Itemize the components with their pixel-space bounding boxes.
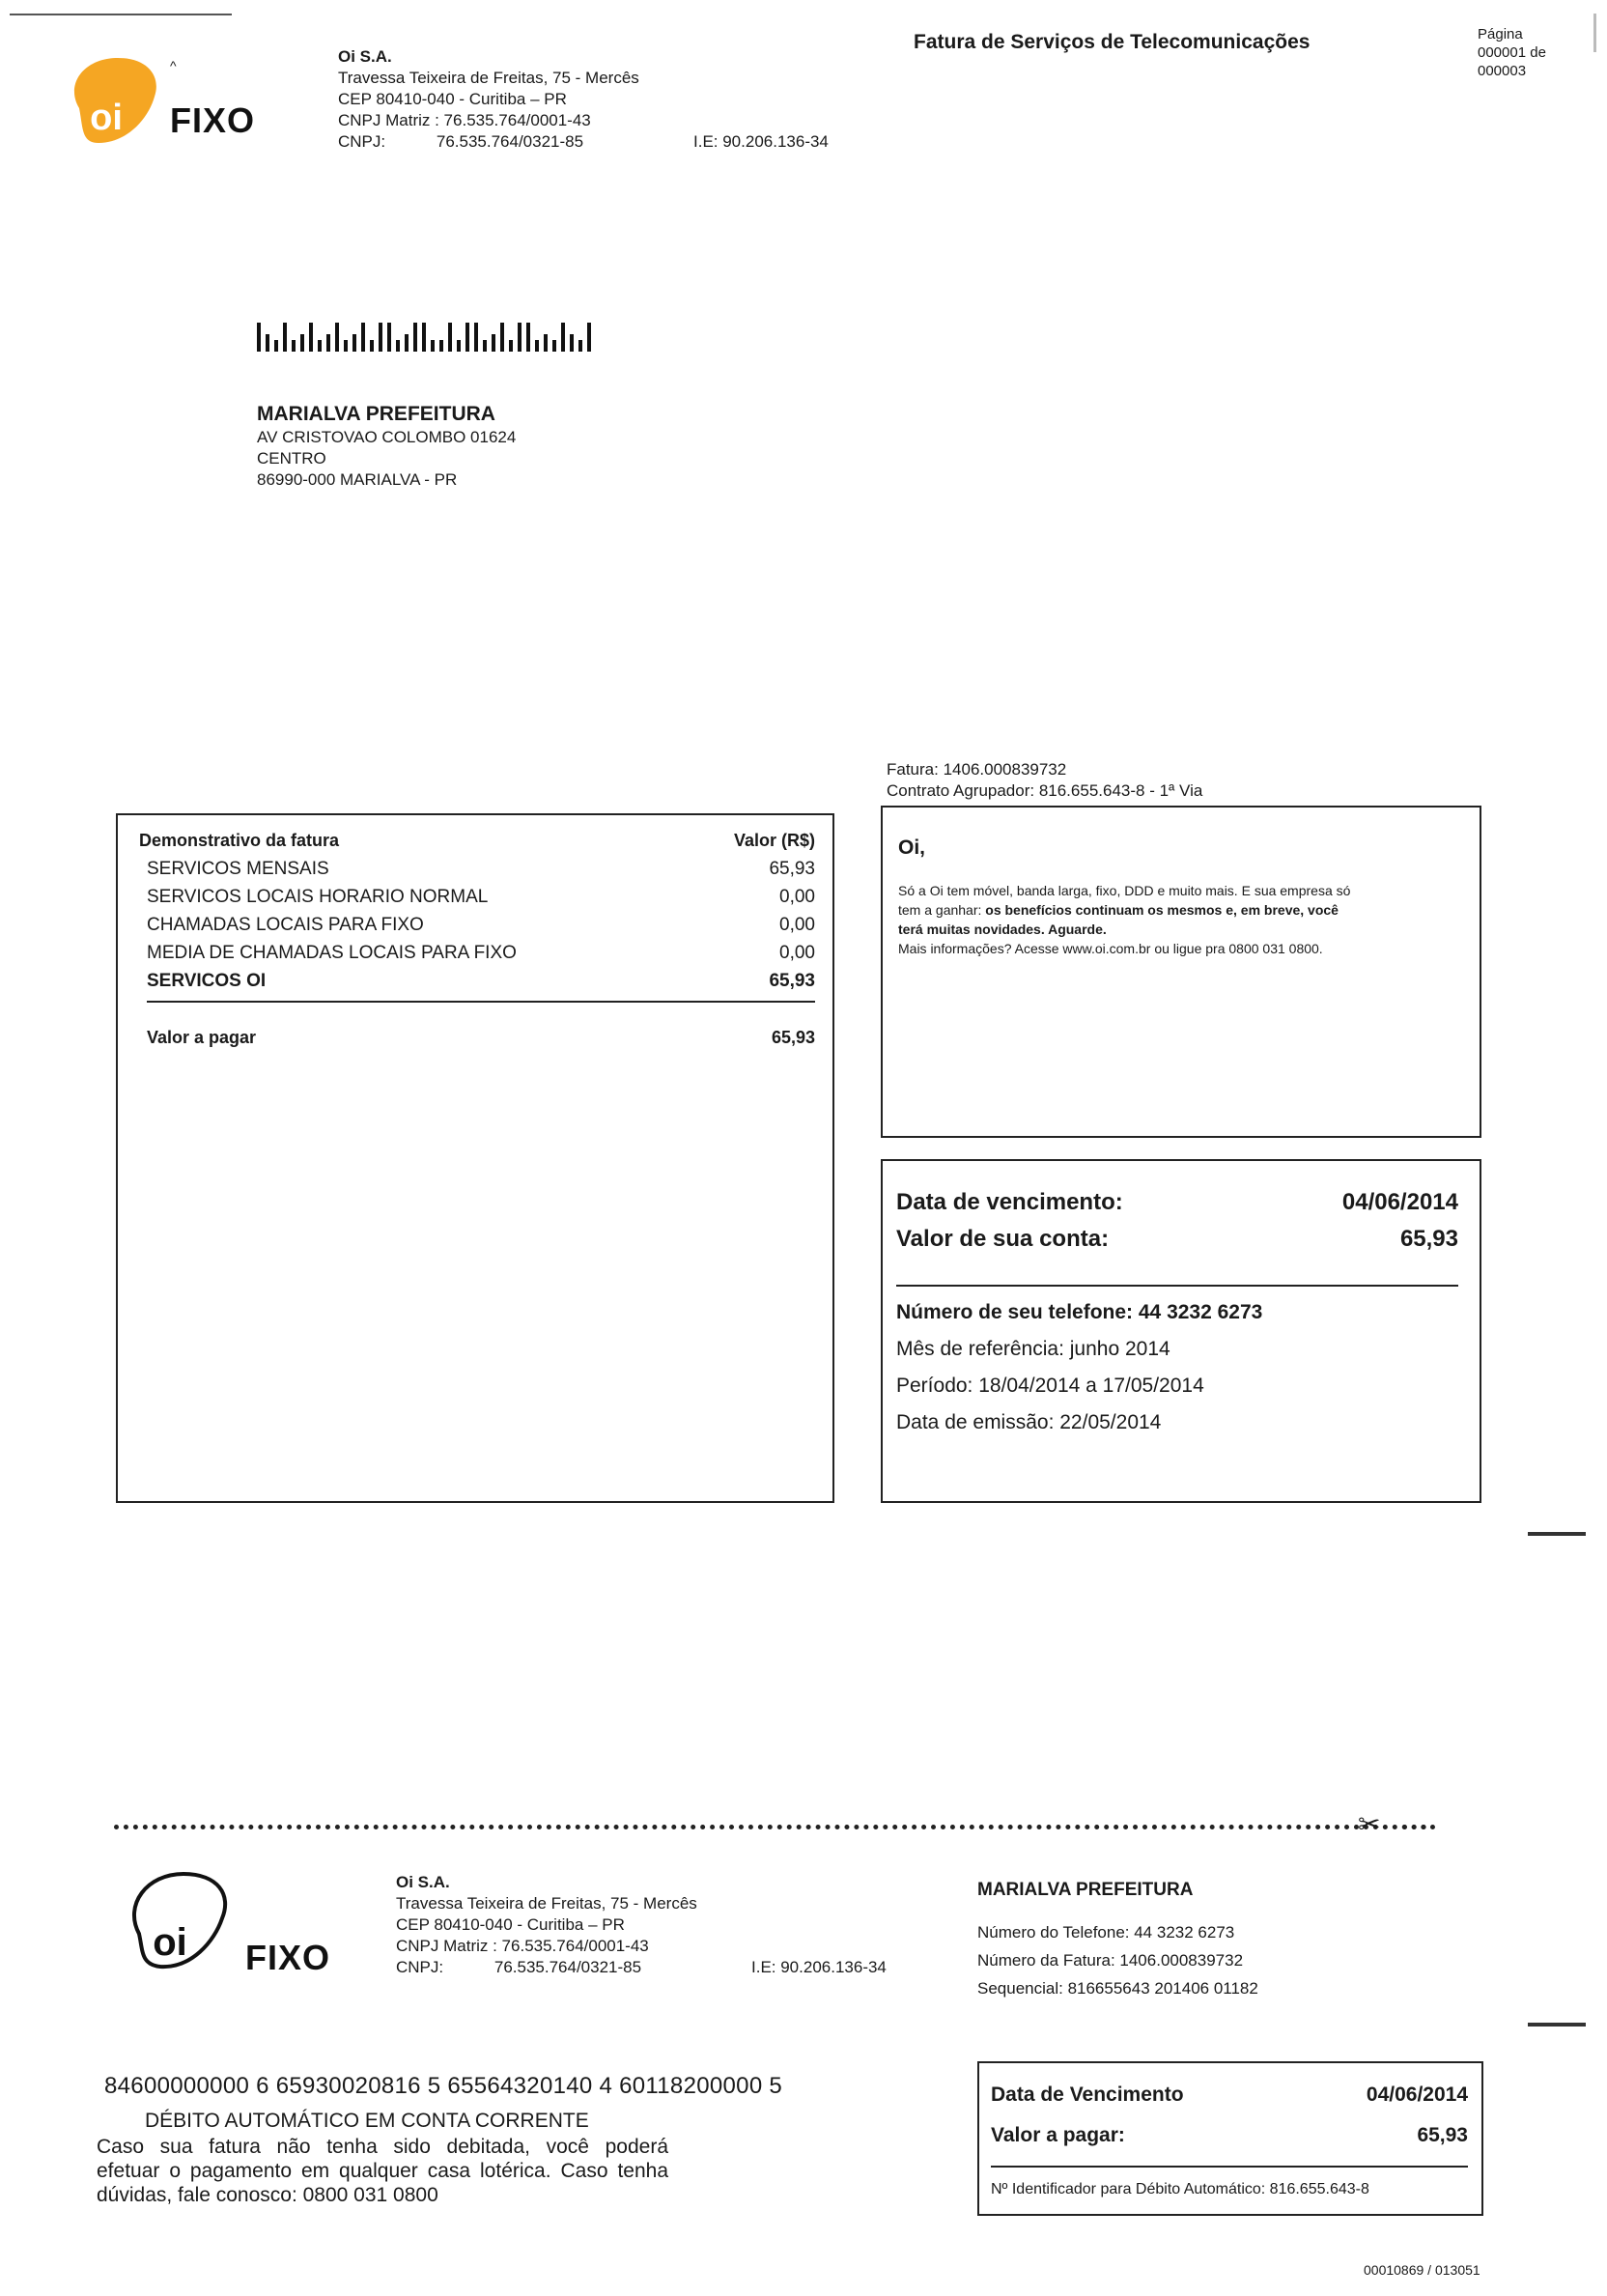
statement-header — [139, 831, 815, 851]
message-line-3: terá muitas novidades. Aguarde. — [898, 921, 1107, 937]
message-line-2-plain: tem a ganhar: — [898, 902, 986, 918]
scissors-icon: ✂ — [1358, 1809, 1381, 1839]
postal-barcode — [257, 321, 596, 352]
stub-due-date-label: Data de Vencimento — [991, 2083, 1184, 2106]
statement-row — [147, 939, 815, 967]
recipient-city: 86990-000 MARIALVA - PR — [257, 470, 458, 489]
stub-footer-code: 00010869 / 013051 — [1364, 2262, 1480, 2278]
stub-company-address-1: Travessa Teixeira de Freitas, 75 - Mercês — [396, 1894, 697, 1913]
due-date-value: 04/06/2014 — [1341, 1189, 1458, 1215]
due-date-label: Data de vencimento: — [896, 1189, 1123, 1215]
reference-month: Mês de referência: junho 2014 — [896, 1338, 1170, 1360]
logo-accent-mark: ^ — [170, 58, 177, 73]
statement-row-label: SERVICOS MENSAIS — [147, 859, 329, 879]
statement-subtotal-label: SERVICOS OI — [147, 971, 267, 991]
margin-mark — [1528, 2023, 1586, 2027]
stub-client-name: MARIALVA PREFEITURA — [977, 1880, 1194, 1900]
statement-subtotal-row — [147, 967, 815, 995]
recipient-block — [257, 402, 516, 491]
stub-company-ie: I.E: 90.206.136-34 — [751, 1958, 887, 1976]
message-line-1: Só a Oi tem móvel, banda larga, fixo, DDD e muito mais. E sua empresa só — [898, 883, 1351, 898]
statement-row-value: 0,00 — [779, 943, 815, 963]
due-amount-label: Valor de sua conta: — [896, 1226, 1110, 1252]
stub-oi-logo-icon — [122, 1866, 243, 1974]
stub-debit-line-1: Caso sua fatura não tenha sido debitada, você poderá — [97, 2136, 668, 2158]
company-address-2: CEP 80410-040 - Curitiba – PR — [338, 90, 567, 108]
stub-logo-product-fixo: FIXO — [245, 1938, 331, 1977]
stub-debit-line-2: efetuar o pagamento em qualquer casa lotérica. Caso tenha — [97, 2160, 668, 2182]
stub-client-info — [977, 1880, 1258, 2002]
stub-amount-row — [991, 2115, 1468, 2156]
invoice-number: Fatura: 1406.000839732 — [887, 760, 1067, 779]
cnpj-label: CNPJ: — [338, 132, 386, 151]
due-details — [896, 1294, 1458, 1441]
statement-row-label: SERVICOS LOCAIS HORARIO NORMAL — [147, 887, 489, 907]
statement-content — [139, 831, 815, 1048]
stub-amount-value: 65,93 — [1417, 2124, 1468, 2146]
due-content — [896, 1184, 1458, 1441]
margin-mark — [1528, 1532, 1586, 1536]
stub-due-box — [977, 2061, 1483, 2216]
statement-total-label: Valor a pagar — [147, 1028, 257, 1047]
stub-due-content — [991, 2075, 1468, 2198]
statement-row — [147, 883, 815, 911]
stub-cnpj-label: CNPJ: — [396, 1958, 444, 1976]
statement-row — [147, 911, 815, 939]
stub-barcode-digits: 84600000000 6 65930020816 5 65564320140 4 60118200000 5 — [104, 2073, 783, 2099]
stub-phone: Número do Telefone: 44 3232 6273 — [977, 1923, 1235, 1942]
statement-total-row — [139, 1028, 815, 1048]
statement-subtotal-value: 65,93 — [769, 971, 815, 991]
stub-oi-logo — [122, 1866, 243, 1979]
cnpj-value: 76.535.764/0321-85 — [436, 132, 584, 151]
stub-sequence: Sequencial: 816655643 201406 01182 — [977, 1979, 1258, 1998]
page-value: 000001 de — [1478, 44, 1546, 61]
statement-row — [147, 855, 815, 883]
page-total: 000003 — [1478, 63, 1527, 79]
statement-total-value: 65,93 — [771, 1028, 815, 1047]
due-amount-value: 65,93 — [1399, 1226, 1458, 1252]
message-content — [898, 836, 1454, 958]
stub-company-cnpj — [396, 1957, 697, 1978]
invoice-ids — [887, 759, 1202, 802]
stub-cnpj-value: 76.535.764/0321-85 — [493, 1958, 642, 1976]
billing-period: Período: 18/04/2014 a 17/05/2014 — [896, 1375, 1204, 1397]
message-line-2-bold: os benefícios continuam os mesmos e, em breve, você — [985, 902, 1339, 918]
company-ie: I.E: 90.206.136-34 — [693, 132, 829, 151]
stub-logo-oi-text: oi — [153, 1921, 187, 1964]
statement-title: Demonstrativo da fatura — [139, 831, 340, 850]
due-box — [881, 1159, 1481, 1503]
stub-company-address-2: CEP 80410-040 - Curitiba – PR — [396, 1915, 625, 1934]
statement-box — [116, 813, 834, 1503]
statement-value-header: Valor (R$) — [733, 831, 815, 850]
statement-row-value: 65,93 — [769, 859, 815, 879]
top-right-mark — [1593, 14, 1596, 52]
stub-debit-title: DÉBITO AUTOMÁTICO EM CONTA CORRENTE — [145, 2110, 589, 2132]
contract-number: Contrato Agrupador: 816.655.643-8 - 1ª Via — [887, 781, 1203, 800]
company-name: Oi S.A. — [338, 47, 392, 66]
message-body — [898, 881, 1454, 958]
top-rule — [10, 14, 232, 15]
statement-row-label: CHAMADAS LOCAIS PARA FIXO — [147, 915, 424, 935]
oi-logo-icon — [60, 50, 176, 147]
recipient-district: CENTRO — [257, 449, 326, 468]
due-divider — [896, 1285, 1458, 1287]
stub-amount-label: Valor a pagar: — [991, 2124, 1125, 2146]
cut-line-end — [1402, 1825, 1435, 1829]
logo-product-fixo: FIXO — [170, 100, 256, 140]
company-cnpj-matriz: CNPJ Matriz : 76.535.764/0001-43 — [338, 111, 591, 129]
stub-company-info — [396, 1872, 697, 1978]
logo-oi-text: oi — [90, 98, 123, 138]
stub-company-name: Oi S.A. — [396, 1873, 450, 1891]
statement-row-value: 0,00 — [779, 887, 815, 907]
company-cnpj — [338, 131, 639, 153]
page-indicator — [1478, 25, 1546, 80]
oi-logo — [60, 50, 176, 152]
stub-debit-line-3: dúvidas, fale conosco: 0800 031 0800 — [97, 2184, 438, 2206]
stub-debit-id: Nº Identificador para Débito Automático: 816.655.643-8 — [991, 2181, 1369, 2197]
stub-due-date-value: 04/06/2014 — [1366, 2083, 1468, 2106]
message-line-4: Mais informações? Acesse www.oi.com.br ou ligue pra 0800 031 0800. — [898, 941, 1323, 956]
statement-row-value: 0,00 — [779, 915, 815, 935]
phone-number: Número de seu telefone: 44 3232 6273 — [896, 1301, 1263, 1323]
message-box — [881, 806, 1481, 1138]
stub-invoice: Número da Fatura: 1406.000839732 — [977, 1951, 1244, 1970]
statement-row-label: MEDIA DE CHAMADAS LOCAIS PARA FIXO — [147, 943, 517, 963]
emission-date: Data de emissão: 22/05/2014 — [896, 1411, 1162, 1433]
message-greeting: Oi, — [898, 836, 926, 859]
due-date-row — [896, 1184, 1458, 1221]
due-amount-row — [896, 1221, 1458, 1258]
stub-due-divider — [991, 2166, 1468, 2168]
statement-items — [139, 855, 815, 995]
recipient-address: AV CRISTOVAO COLOMBO 01624 — [257, 428, 517, 446]
stub-company-cnpj-matriz: CNPJ Matriz : 76.535.764/0001-43 — [396, 1937, 649, 1955]
stub-due-date-row — [991, 2075, 1468, 2115]
cut-line — [114, 1825, 1427, 1829]
message-line-2 — [898, 900, 1454, 920]
recipient-name: MARIALVA PREFEITURA — [257, 403, 495, 425]
page-label: Página — [1478, 26, 1523, 43]
company-address-1: Travessa Teixeira de Freitas, 75 - Mercês — [338, 69, 639, 87]
statement-divider — [147, 1001, 815, 1003]
stub-debit-text — [97, 2135, 668, 2207]
company-info — [338, 46, 639, 153]
document-title: Fatura de Serviços de Telecomunicações — [914, 31, 1311, 53]
